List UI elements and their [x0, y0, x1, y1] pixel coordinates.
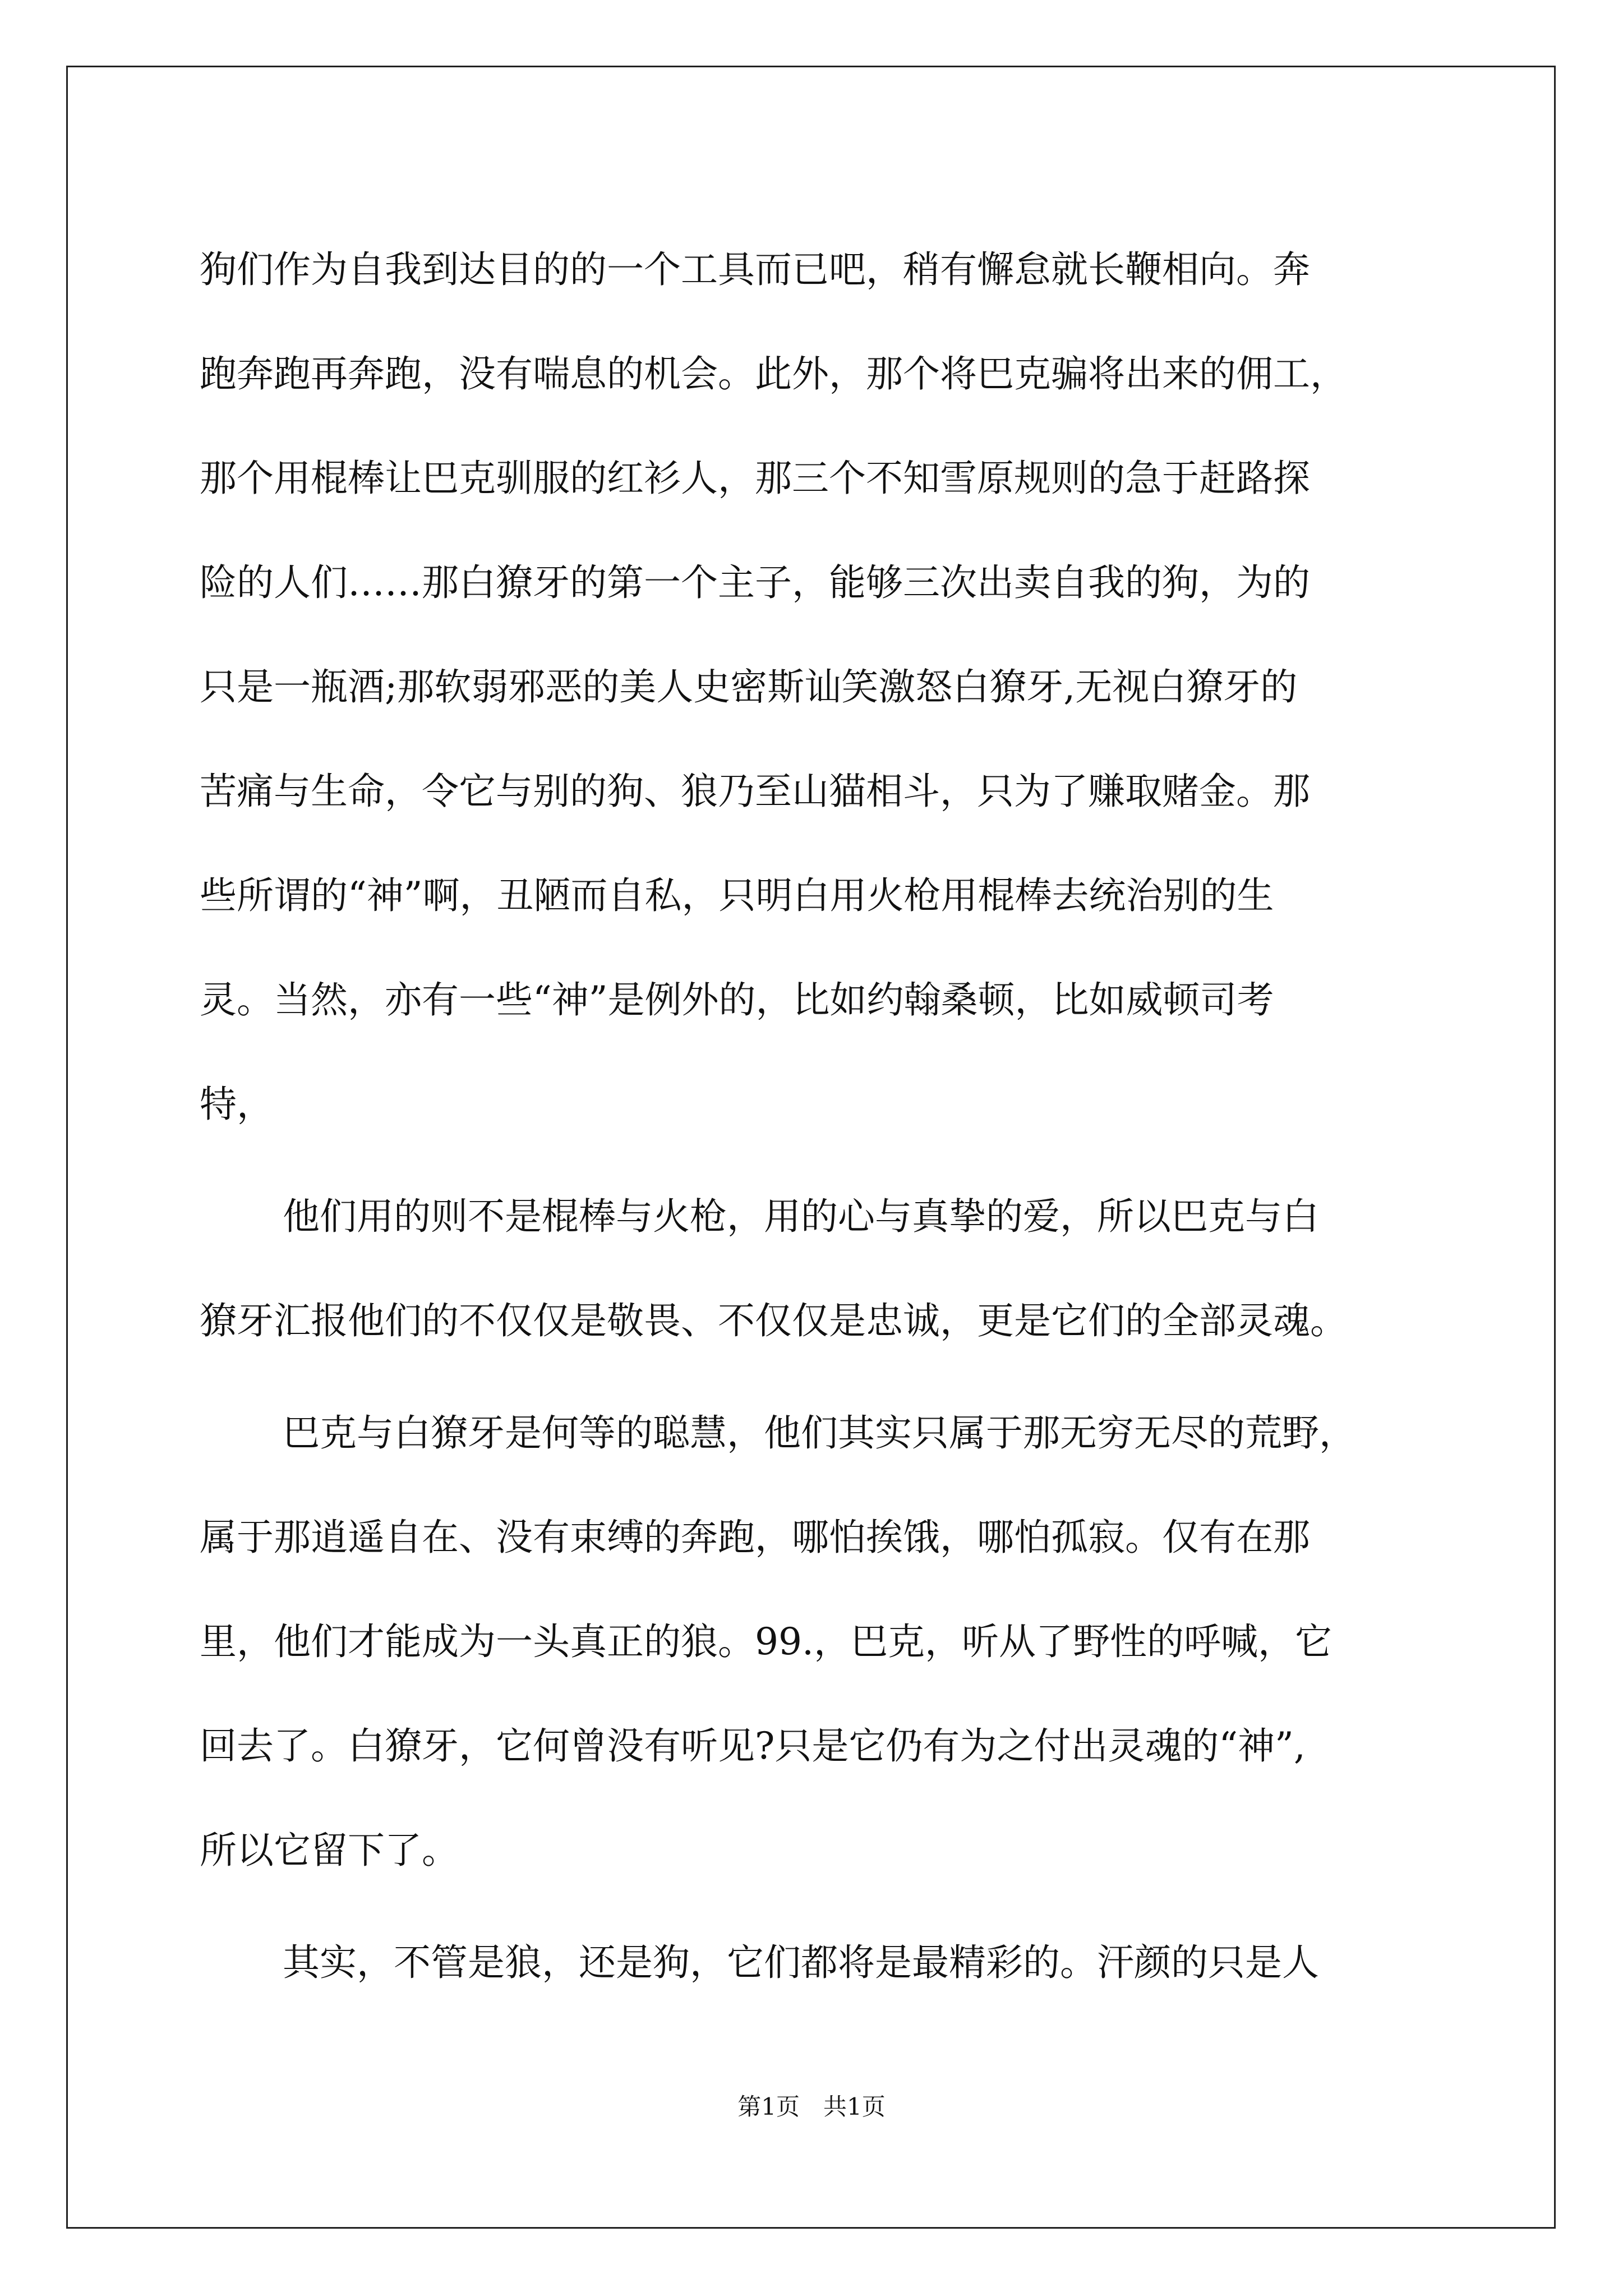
text-line: 所以它留下了。 [200, 1829, 459, 1872]
text-line: 他们用的则不是棍棒与火枪，用的心与真挚的爱，所以巴克与白 [283, 1195, 1319, 1238]
text-line: 回去了。白獠牙，它何曾没有听见?只是它仍有为之付出灵魂的“神”, [200, 1724, 1306, 1768]
text-line: 属于那逍遥自在、没有束缚的奔跑，哪怕挨饿，哪怕孤寂。仅有在那 [200, 1516, 1310, 1559]
text-line: 险的人们……那白獠牙的第一个主子，能够三次出卖自我的狗，为的 [200, 561, 1310, 604]
text-line: 特， [200, 1083, 274, 1126]
text-line: 獠牙汇报他们的不仅仅是敬畏、不仅仅是忠诚，更是它们的全部灵魂。 [200, 1299, 1347, 1342]
text-line: 灵。当然，亦有一些“神”是例外的，比如约翰桑顿，比如威顿司考 [200, 978, 1274, 1022]
page-footer: 第1页 共1页 [737, 2093, 886, 2120]
text-line: 巴克与白獠牙是何等的聪慧，他们其实只属于那无穷无尽的荒野， [283, 1411, 1356, 1455]
paragraph-gap [200, 1903, 1433, 1911]
text-line: 苦痛与生命，令它与别的狗、狼乃至山猫相斗，只为了赚取赌金。那 [200, 770, 1310, 813]
text-line: 其实，不管是狼，还是狗，它们都将是最精彩的。汗颜的只是人 [283, 1941, 1319, 1984]
paragraph-gap [200, 1157, 1433, 1165]
paragraph-gap [200, 1373, 1433, 1381]
text-line: 里，他们才能成为一头真正的狼。99.，巴克，听从了野性的呼喊，它 [200, 1620, 1332, 1663]
paragraph [200, 1911, 1433, 2015]
text-line: 只是一瓶酒;那软弱邪恶的美人史密斯讪笑激怒白獠牙,无视白獠牙的 [200, 665, 1298, 708]
text-line: 那个用棍棒让巴克驯服的红衫人，那三个不知雪原规则的急于赶路探 [200, 457, 1310, 500]
paragraph [200, 1381, 1433, 1903]
paragraph [200, 1165, 1433, 1373]
document-body [200, 218, 1433, 2015]
text-line: 跑奔跑再奔跑，没有喘息的机会。此外，那个将巴克骗将出来的佣工， [200, 352, 1347, 395]
paragraph [200, 218, 1433, 1157]
text-line: 些所谓的“神”啊，丑陋而自私，只明白用火枪用棍棒去统治别的生 [200, 874, 1274, 917]
text-line: 狗们作为自我到达目的的一个工具而已吧，稍有懈怠就长鞭相向。奔 [200, 248, 1310, 291]
